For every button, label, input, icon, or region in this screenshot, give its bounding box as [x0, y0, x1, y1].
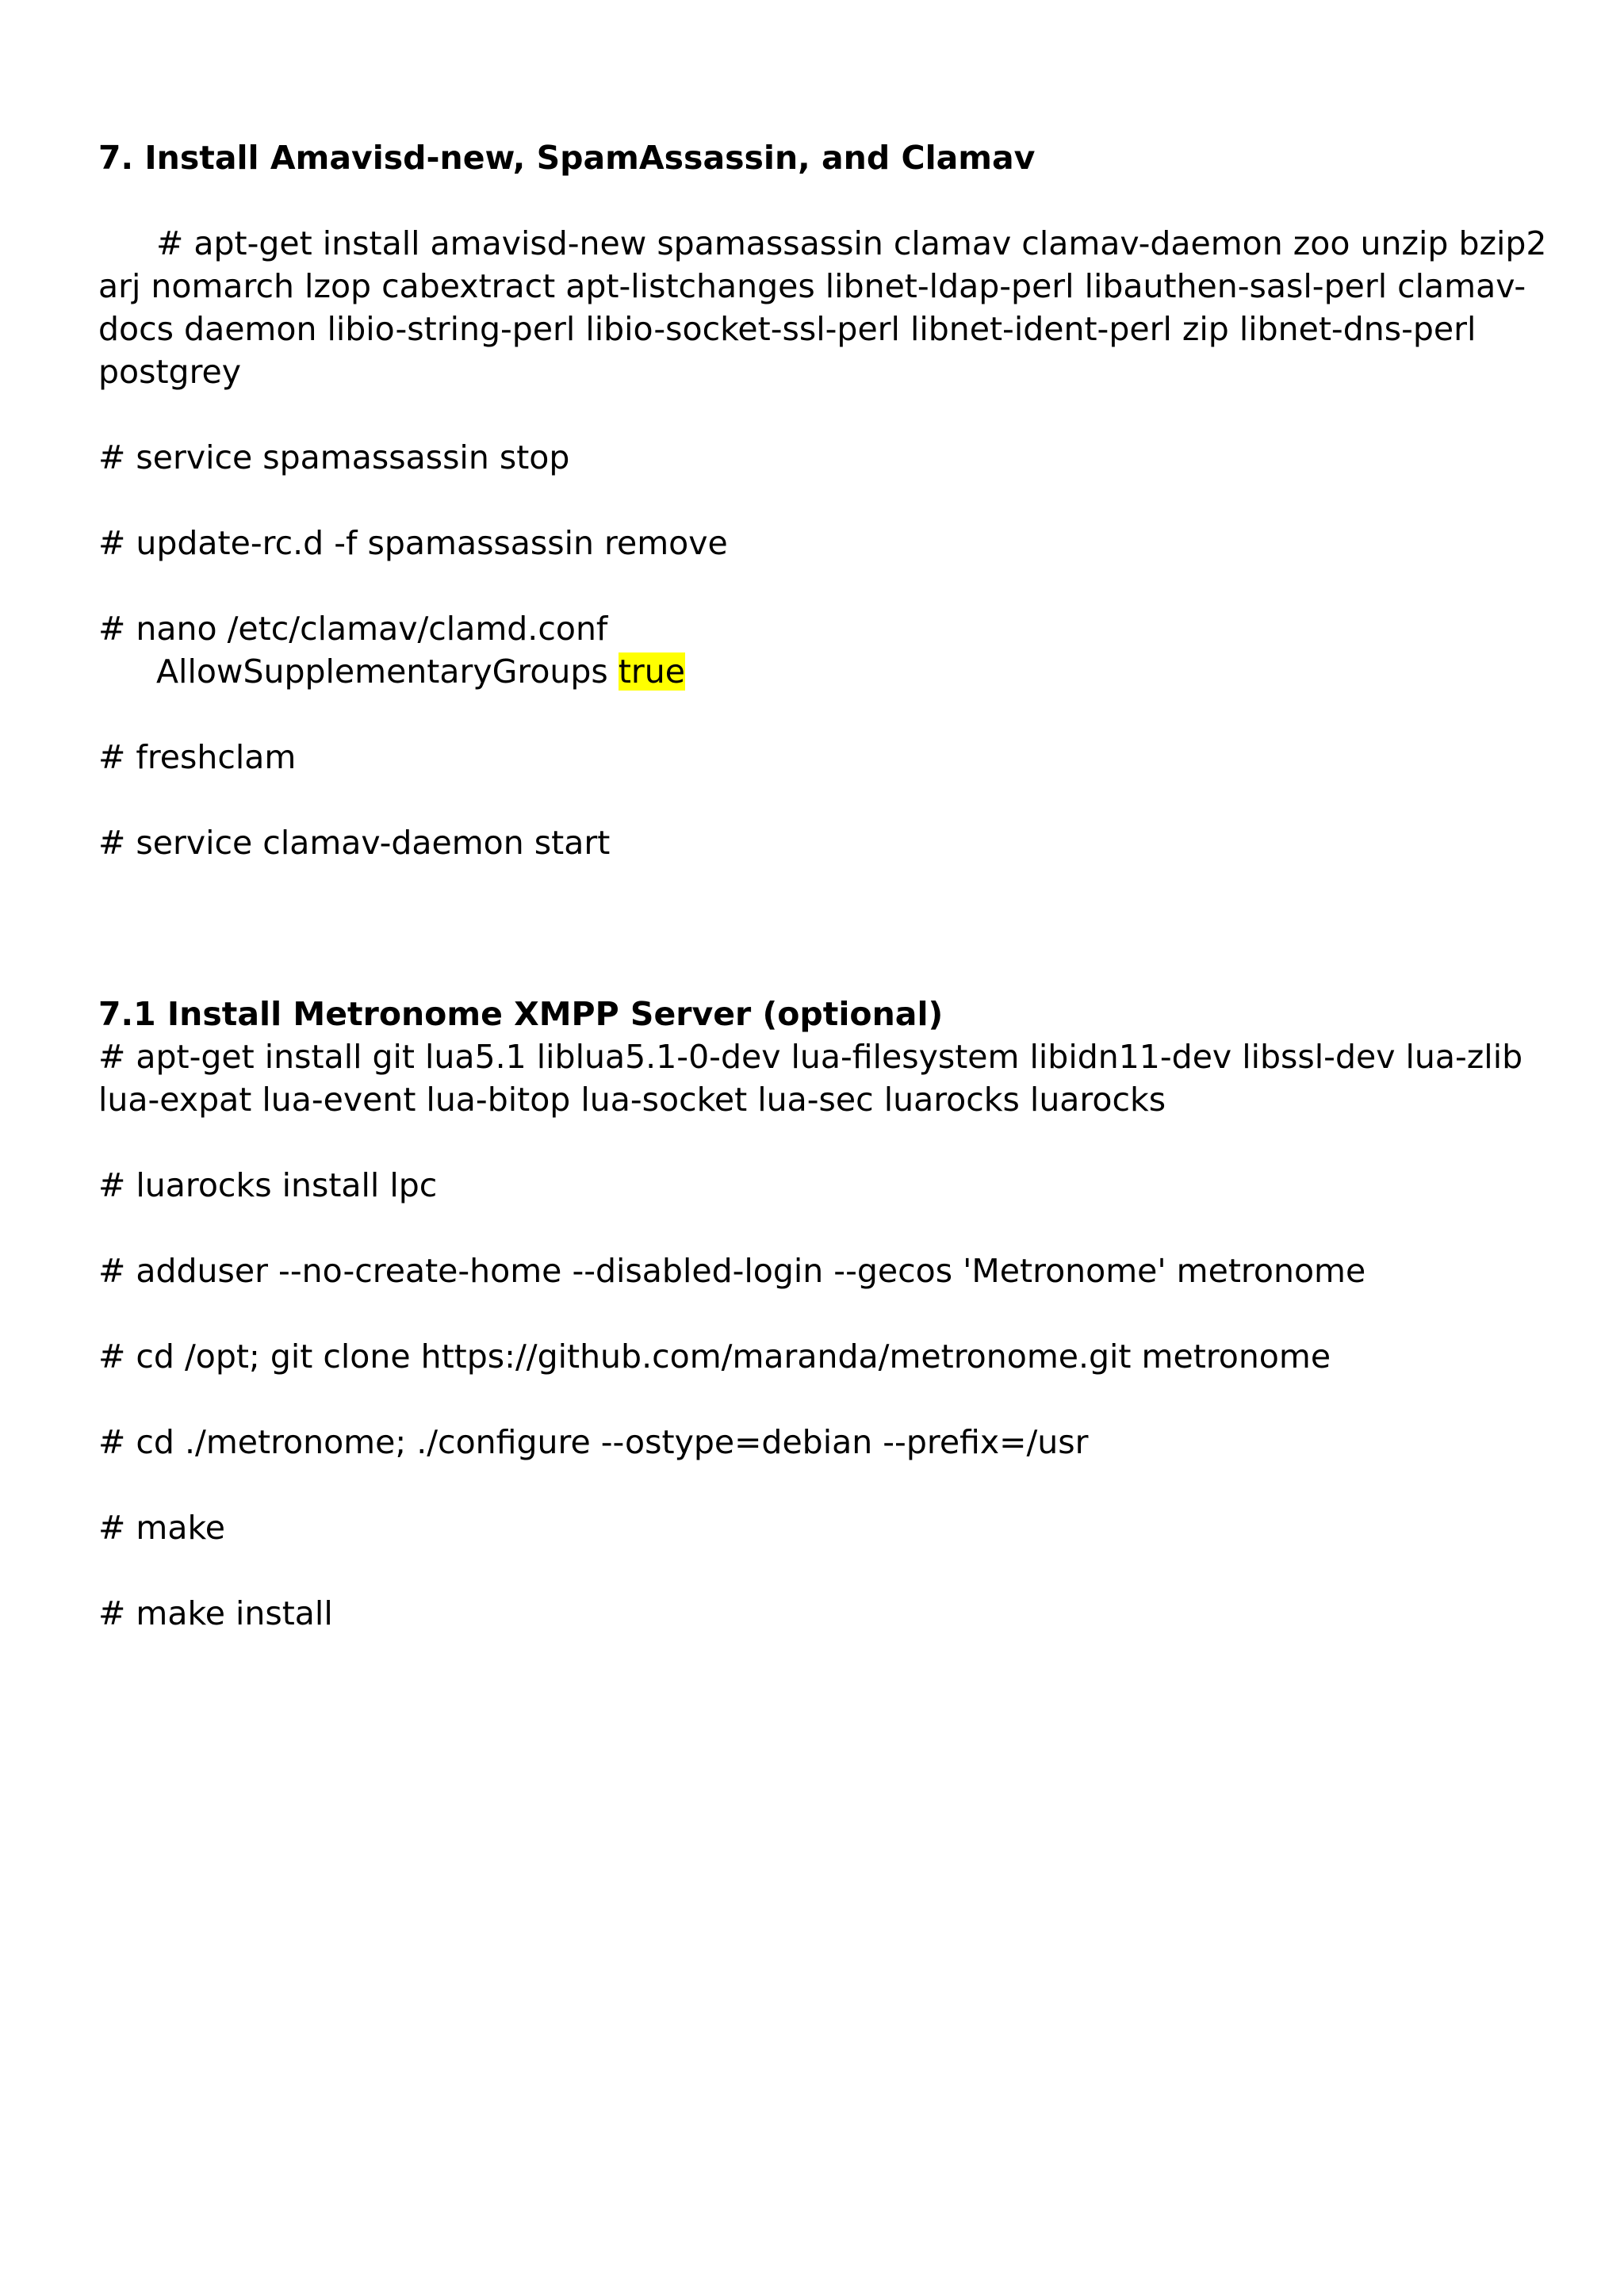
spacer: [98, 479, 1549, 522]
spacer: [98, 179, 1549, 222]
apt-install-metronome-command: # apt-get install git lua5.1 liblua5.1-0-dev lua-filesystem libidn11-dev libssl-dev lua-zlib lua-expat lua-event lua-bitop lua-socket lua-sec luarocks luarocks: [98, 1038, 1534, 1119]
git-clone-metronome-command: # cd /opt; git clone https://github.com/maranda/metronome.git metronome: [98, 1337, 1331, 1376]
spacer: [98, 564, 1549, 607]
clamav-daemon-start-command: # service clamav-daemon start: [98, 824, 611, 862]
spacer: [98, 1292, 1549, 1335]
clamd-config-setting: [98, 650, 1549, 693]
configure-metronome-command: # cd ./metronome; ./configure --ostype=debian --prefix=/usr: [98, 1423, 1089, 1461]
spacer: [98, 1378, 1549, 1421]
section-7-1-heading: 7.1 Install Metronome XMPP Server (optional): [98, 995, 944, 1033]
spacer: [98, 693, 1549, 736]
spacer: [98, 950, 1549, 993]
spacer: [98, 864, 1549, 907]
make-install-command: # make install: [98, 1594, 333, 1632]
spacer: [98, 1549, 1549, 1592]
document-content: [98, 136, 1549, 1635]
spacer: [98, 1464, 1549, 1506]
service-spamassassin-stop-command: # service spamassassin stop: [98, 438, 570, 476]
highlighted-config-value: true: [618, 652, 685, 691]
spacer: [98, 779, 1549, 821]
make-command: # make: [98, 1509, 225, 1547]
nano-clamd-conf-command: # nano /etc/clamav/clamd.conf: [98, 610, 608, 648]
spacer: [98, 393, 1549, 436]
section-7-heading: 7. Install Amavisd-new, SpamAssassin, and Clamav: [98, 139, 1036, 177]
luarocks-install-lpc-command: # luarocks install lpc: [98, 1166, 438, 1204]
spacer: [98, 907, 1549, 950]
adduser-metronome-command: # adduser --no-create-home --disabled-login --gecos 'Metronome' metronome: [98, 1252, 1366, 1290]
freshclam-command: # freshclam: [98, 738, 297, 776]
apt-install-amavis-command: [98, 222, 1549, 393]
spacer: [98, 1207, 1549, 1249]
config-key: AllowSupplementaryGroups: [156, 652, 619, 691]
update-rc-command: # update-rc.d -f spamassassin remove: [98, 524, 728, 562]
apt-install-amavis-text: # apt-get install amavisd-new spamassassin clamav clamav-daemon zoo unzip bzip2 arj nomarch lzop cabextract apt-listchanges libnet-ldap-perl libauthen-sasl-perl clamav-docs daemon libio-string-perl libio-socket-ssl-perl libnet-ident-perl zip libnet-dns-perl postgrey: [98, 224, 1547, 391]
spacer: [98, 1121, 1549, 1164]
